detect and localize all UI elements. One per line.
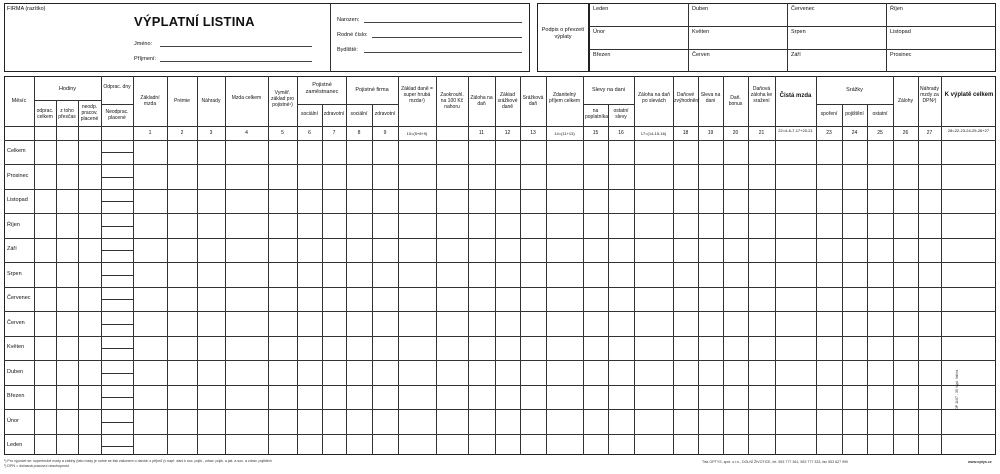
col-header-srazky: Srážky <box>846 87 863 93</box>
rodne-cislo-label: Rodné číslo: <box>337 32 368 38</box>
odprac-split-line <box>101 201 133 202</box>
col-header-danove-zvyhodneni: Daňové zvýhodnění <box>674 92 700 104</box>
group-line <box>101 104 133 105</box>
col-number: 21 <box>758 130 765 136</box>
row-line <box>4 311 996 312</box>
col-header-mzda-celkem: Mzda celkem <box>231 95 262 101</box>
col-header-odprac-celkem: odprac. celkem <box>36 108 54 120</box>
col-number: 14=(11+13) <box>554 131 575 136</box>
subcol-line <box>322 104 323 455</box>
col-number: 3 <box>209 130 213 136</box>
months-hline-2 <box>589 49 996 50</box>
col-number: 16 <box>618 130 624 136</box>
row-line <box>4 409 996 410</box>
bydliste-label: Bydliště: <box>337 47 358 53</box>
subcol-line <box>608 104 609 455</box>
col-header-zakladni-mzda: Základní mzda <box>140 95 160 107</box>
col-number: 1 <box>148 130 152 136</box>
month-cell-label: Květen <box>692 29 710 35</box>
col-header-hodiny: Hodiny <box>58 86 77 92</box>
row-label-month: Listopad <box>7 197 28 203</box>
row-label-month: Červenec <box>7 295 31 301</box>
col-number: 8 <box>357 130 361 136</box>
rodne-cislo-field[interactable] <box>372 37 522 38</box>
col-line <box>436 76 437 455</box>
row-label-month: Prosinec <box>7 173 29 179</box>
narozen-field[interactable] <box>364 22 522 23</box>
month-cell-label: Březen <box>593 52 611 58</box>
jmeno-field[interactable] <box>160 46 312 47</box>
col-header-ostatni: ostatní <box>872 111 888 117</box>
narozen-label: Narozen: <box>337 17 360 23</box>
month-cell-label: Prosinec <box>890 52 912 58</box>
col-number: 11 <box>478 130 485 136</box>
col-number: 6 <box>308 130 311 136</box>
row-line <box>4 287 996 288</box>
col-number: 5 <box>281 130 284 136</box>
col-number: 23 <box>826 130 832 136</box>
col-line <box>101 76 102 455</box>
col-header-zaokrouhleni: Zaokrouhl. na 100 Kč nahoru <box>440 92 464 110</box>
months-vline-1 <box>688 3 689 72</box>
col-header-na-poplatnika: na poplatníka <box>585 108 609 120</box>
row-label-month: Září <box>7 246 17 252</box>
odprac-split-line <box>101 177 133 178</box>
col-number: 26 <box>902 130 909 136</box>
row-line <box>4 238 996 239</box>
col-header-danovy-bonus: Daň. bonus <box>728 95 743 107</box>
col-number: 15 <box>592 130 599 136</box>
col-header-odprac-dny: Odprac. dny <box>103 84 131 90</box>
col-number: 28=22-23-24-25-26+27 <box>947 128 990 133</box>
row-line <box>4 336 996 337</box>
col-header-socialni: sociální <box>301 111 318 117</box>
col-header-danova-zaloha: Daňová záloha ke sražení <box>750 86 773 104</box>
bydliste-field[interactable] <box>364 52 522 53</box>
col-number: 7 <box>332 130 336 136</box>
col-header-zaloha-na-dan: Záloha na daň <box>470 95 493 107</box>
col-number: 4 <box>245 130 248 136</box>
col-header-pojistne-zamestnanec: Pojistné zaměstnanec <box>305 82 339 95</box>
odprac-split-line <box>101 275 133 276</box>
publisher-text: Tisk OPTYS, spol. s r.o., DOLNÍ ŽIVOTICE, tel. 553 777 361, 553 777 333, fax 553 627 990 <box>702 460 849 464</box>
col-number: 9 <box>383 130 387 136</box>
odprac-split-line <box>101 226 133 227</box>
col-line <box>941 76 942 455</box>
col-number: 19 <box>707 130 714 136</box>
col-header-zalohy: Zálohy <box>897 98 913 104</box>
col-header-mesic: Měsíc <box>11 98 27 104</box>
footnote-2: ²) DPN = dočasná pracovní neschopnost <box>4 464 69 468</box>
col-line <box>775 76 776 455</box>
col-header-zdanitelny-prijem: Zdanitelný příjem celkem <box>548 92 581 104</box>
header-divider <box>330 3 331 72</box>
col-header-sleva-na-dani: Sleva na dani <box>700 92 721 104</box>
col-header-socialni: sociální <box>350 111 368 117</box>
month-cell-label: Duben <box>692 6 709 12</box>
month-cell-label: Listopad <box>890 29 911 35</box>
col-header-k-vyplate: K výplatě celkem <box>944 92 994 98</box>
row-label-month: Květen <box>7 344 25 350</box>
row-label-month: Červen <box>7 320 25 326</box>
row-label-month: Leden <box>7 442 23 448</box>
row-label-month: Duben <box>7 369 24 375</box>
publisher-web: www.optys.cz <box>968 460 992 464</box>
months-hline-1 <box>589 26 996 27</box>
col-header-zaklad-dane: Základ daně = super hrubá mzda¹) <box>401 86 433 104</box>
col-header-premie: Prémie <box>174 98 190 104</box>
col-header-zdravotni: zdravotní <box>374 111 396 117</box>
row-line <box>4 360 996 361</box>
col-header-vymer-zaklad: Vyměř. základ pro pojistné¹) <box>270 90 295 108</box>
col-header-zaloha-po-slevach: Záloha na daň po slevách <box>638 92 670 104</box>
odprac-split-line <box>101 250 133 251</box>
subcol-line <box>372 104 373 455</box>
row-line <box>4 434 996 435</box>
col-header-neodprac-placene: Neodprac. placené <box>105 109 129 121</box>
col-header-prescas: z toho přesčas <box>58 108 76 120</box>
col-header-pojistne-firma: Pojistné firma <box>355 87 389 93</box>
month-cell-label: Říjen <box>890 6 903 12</box>
col-number: 27 <box>926 130 933 136</box>
col-header-sporeni: spoření <box>820 111 838 117</box>
col-number: 2 <box>180 130 184 136</box>
month-cell-label: Červen <box>692 52 710 58</box>
col-number: 17=(14-15-16) <box>640 131 667 136</box>
col-header-nahrady: Náhrady <box>201 98 221 104</box>
col-number: 12 <box>504 130 511 136</box>
col-number: 24 <box>851 130 858 136</box>
podpis-label: Podpis o převzetí výplaty <box>541 27 585 40</box>
odprac-split-line <box>101 299 133 300</box>
months-grid <box>589 3 996 72</box>
col-number: 13 <box>530 130 536 136</box>
row-line <box>4 164 996 165</box>
odprac-split-line <box>101 422 133 423</box>
group-line <box>297 104 398 105</box>
month-cell-label: Leden <box>593 6 609 12</box>
row-label-month: Srpen <box>7 271 22 277</box>
col-number: 22=4-6-7-17+20-21 <box>778 128 813 133</box>
row-line <box>4 385 996 386</box>
prijmeni-field[interactable] <box>160 61 312 62</box>
odprac-split-line <box>101 446 133 447</box>
odprac-split-line <box>101 348 133 349</box>
subcol-line <box>867 104 868 455</box>
subcol-line <box>78 100 79 455</box>
col-header-ostatni-slevy: ostatní slevy <box>613 108 629 120</box>
number-row-line <box>4 140 996 141</box>
col-number: 18 <box>682 130 689 136</box>
col-number: 20 <box>732 130 739 136</box>
months-vline-2 <box>787 3 788 72</box>
footnote-1: ¹) Pro výpočet se: superhrubé mzdy a zálohy (tato mzdy je nutné se tisk zákonem o daních z příjmů (v např. dani k soc. pojiš., zdrav. pojiš. a jak. a soc. a zdrav. pojištění <box>4 459 272 463</box>
row-line <box>4 262 996 263</box>
row-line <box>4 189 996 190</box>
firma-label: FIRMA (razítko) <box>7 6 46 12</box>
prijmeni-label: Příjmení: <box>134 56 157 62</box>
col-number: 10=(5+8+9) <box>406 131 428 136</box>
odprac-split-line <box>101 397 133 398</box>
col-header-zaklad-srazkove: Základ srážkové daně <box>497 92 518 110</box>
row-label-month: Říjen <box>7 222 20 228</box>
col-header-pojisteni: pojištění <box>845 111 864 117</box>
col-header-slevy-na-dani: Slevy na dani <box>591 87 626 93</box>
page-title: VÝPLATNÍ LISTINA <box>134 14 255 29</box>
row-line <box>4 213 996 214</box>
subcol-line <box>56 100 57 455</box>
col-header-srazkova-dan: Srážková daň <box>522 95 544 107</box>
group-line <box>816 104 893 105</box>
month-cell-label: Červenec <box>791 6 815 12</box>
odprac-split-line <box>101 373 133 374</box>
row-label-celkem: Celkem <box>7 148 26 154</box>
month-cell-label: Únor <box>593 29 605 35</box>
group-line <box>583 104 634 105</box>
col-header-nahrady-dpn: Náhrady mzdy za DPN²) <box>920 86 939 104</box>
side-code: OP 1107 - 35 Výpl. listina <box>955 369 959 410</box>
row-label-month: Únor <box>7 418 19 424</box>
month-cell-label: Září <box>791 52 801 58</box>
odprac-split-line <box>101 324 133 325</box>
col-header-zdravotni: zdravotní <box>323 111 345 117</box>
odprac-split-line <box>101 152 133 153</box>
month-cell-label: Srpen <box>791 29 806 35</box>
subcol-line <box>842 104 843 455</box>
header-bottom-line <box>4 126 996 127</box>
jmeno-label: Jméno: <box>134 41 153 47</box>
col-number: 25 <box>877 130 883 136</box>
col-header-neodprac: neodp. pracov. placené <box>80 104 99 122</box>
col-header-cista-mzda: Čistá mzda <box>779 93 812 99</box>
months-vline-3 <box>886 3 887 72</box>
row-label-month: Březen <box>7 393 25 399</box>
col-line <box>34 76 35 455</box>
group-line <box>34 100 101 101</box>
